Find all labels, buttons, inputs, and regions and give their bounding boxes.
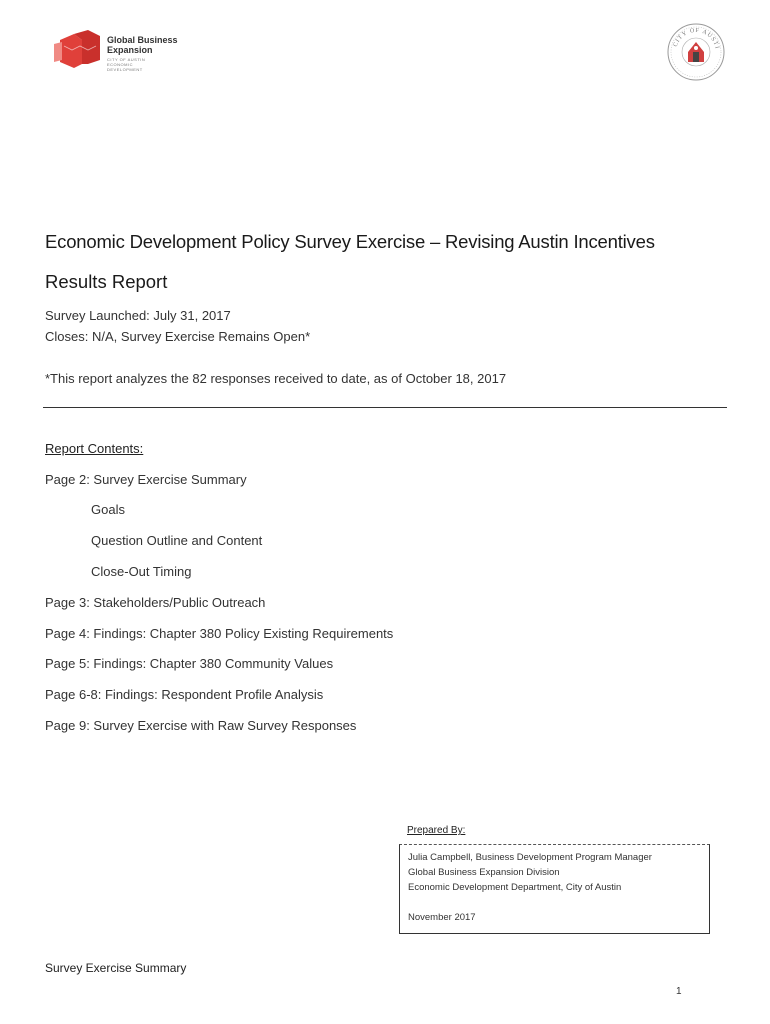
- survey-launched: Survey Launched: July 31, 2017: [45, 308, 231, 323]
- page-number: 1: [676, 986, 682, 997]
- responses-note: *This report analyzes the 82 responses received to date, as of October 18, 2017: [45, 371, 507, 386]
- survey-closes: Closes: N/A, Survey Exercise Remains Open*: [45, 329, 311, 344]
- preparer-department: Economic Development Department, City of Austin: [408, 882, 622, 893]
- toc-item: Page 3: Stakeholders/Public Outreach: [45, 595, 266, 610]
- preparer-name: Julia Campbell, Business Development Program Manager: [408, 852, 652, 863]
- report-title: Economic Development Policy Survey Exercise – Revising Austin Incentives: [45, 231, 655, 252]
- divider: [43, 407, 727, 408]
- logo-subtitle: CITY OF AUSTIN ECONOMIC DEVELOPMENT: [107, 57, 146, 72]
- toc-item: Page 4: Findings: Chapter 380 Policy Existing Requirements: [45, 626, 394, 641]
- toc-item: Page 6-8: Findings: Respondent Profile Analysis: [45, 687, 324, 702]
- svg-text:CITY OF AUSTIN: [666, 22, 720, 50]
- city-of-austin-seal: [666, 22, 726, 82]
- seal-icon: [666, 22, 726, 82]
- logo-mark-icon: [52, 30, 102, 70]
- toc-subitem: Goals: [91, 502, 125, 517]
- toc-item: Page 9: Survey Exercise with Raw Survey Responses: [45, 718, 357, 733]
- contents-heading: Report Contents:: [45, 441, 144, 456]
- toc-item: Page 5: Findings: Chapter 380 Community Values: [45, 656, 334, 671]
- seal-text: CITY OF AUSTI: [672, 27, 720, 50]
- prepared-date: November 2017: [408, 912, 476, 923]
- preparer-division: Global Business Expansion Division: [408, 867, 560, 878]
- logo-title: Global Business Expansion: [107, 35, 178, 55]
- prepared-by-box: [399, 844, 710, 934]
- global-business-expansion-logo: [52, 30, 192, 72]
- report-subtitle: Results Report: [45, 271, 168, 292]
- toc-item: Page 2: Survey Exercise Summary: [45, 472, 247, 487]
- prepared-by-heading: Prepared By:: [407, 825, 466, 836]
- footer-section-title: Survey Exercise Summary: [45, 961, 187, 975]
- toc-subitem: Question Outline and Content: [91, 533, 263, 548]
- toc-subitem: Close-Out Timing: [91, 564, 192, 579]
